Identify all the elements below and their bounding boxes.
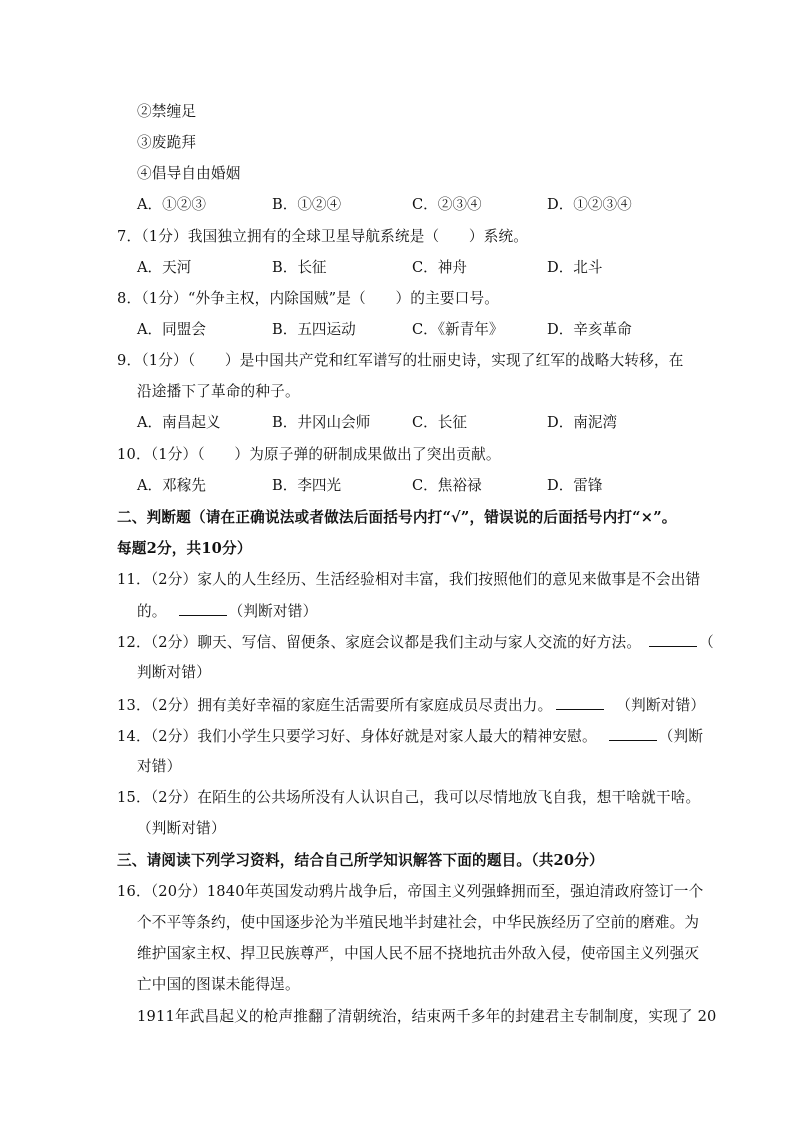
option-a: A．南昌起义 bbox=[137, 414, 221, 431]
section-heading-2: 二、判断题（请在正确说法或者做法后面括号内打“√”，错误说的后面括号内打“×”。 bbox=[117, 509, 677, 526]
question-12-text: 12．（2分）聊天、写信、留便条、家庭会议都是我们主动与家人交流的好方法。 bbox=[117, 634, 642, 651]
list-item: ②禁缠足 bbox=[137, 103, 197, 120]
option-c: C．神舟 bbox=[412, 259, 467, 276]
question-9-cont: 沿途播下了革命的种子。 bbox=[137, 383, 300, 400]
option-d: D．雷锋 bbox=[547, 477, 603, 494]
question-10: 10．（1分）（ ）为原子弹的研制成果做出了突出贡献。 bbox=[117, 446, 501, 463]
question-16: 16．（20分）1840年英国发动鸦片战争后，帝国主义列强蜂拥而至，强迫清政府签订一个 bbox=[117, 883, 704, 900]
answer-blank[interactable] bbox=[179, 601, 227, 616]
question-14-text: 14．（2分）我们小学生只要学习好、身体好就是对家人最大的精神安慰。 bbox=[117, 728, 597, 745]
judge-label: （判断对错） bbox=[616, 697, 706, 714]
question-14 bbox=[117, 726, 703, 747]
option-d: D．①②③④ bbox=[547, 196, 632, 213]
question-9: 9．（1分）（ ）是中国共产党和红军谱写的壮丽史诗，实现了红军的战略大转移，在 bbox=[117, 352, 684, 369]
question-11-cont bbox=[137, 601, 317, 622]
list-item: ③废跪拜 bbox=[137, 134, 197, 151]
answer-blank[interactable] bbox=[556, 695, 604, 710]
option-c: C．②③④ bbox=[412, 196, 482, 213]
option-b: B．五四运动 bbox=[272, 321, 356, 338]
judge-label: （判断对错） bbox=[228, 603, 318, 620]
question-14-cont: 对错） bbox=[137, 758, 182, 775]
option-b: B．井冈山会师 bbox=[272, 414, 371, 431]
question-16-cont: 亡中国的图谋未能得逞。 bbox=[137, 976, 300, 993]
question-16-paragraph-2: 1911年武昌起义的枪声推翻了清朝统治，结束两千多年的封建君主专制制度，实现了 20 bbox=[137, 1008, 717, 1025]
option-b: B．长征 bbox=[272, 259, 327, 276]
list-item: ④倡导自由婚姻 bbox=[137, 165, 241, 182]
question-13-text: 13．（2分）拥有美好幸福的家庭生活需要所有家庭成员尽责出力。 bbox=[117, 697, 553, 714]
option-d: D．北斗 bbox=[547, 259, 603, 276]
judge-label: （判断 bbox=[658, 728, 704, 745]
question-11-text: 的。 bbox=[137, 603, 167, 620]
section-heading-2-cont: 每题2分，共10分） bbox=[117, 540, 252, 557]
answer-blank[interactable] bbox=[609, 726, 657, 741]
option-b: B．①②④ bbox=[272, 196, 342, 213]
question-7: 7．（1分）我国独立拥有的全球卫星导航系统是（ ）系统。 bbox=[117, 228, 529, 245]
question-16-cont: 个不平等条约，使中国逐步沦为半殖民地半封建社会，中华民族经历了空前的磨难。为 bbox=[137, 914, 700, 931]
question-8: 8．（1分）“外争主权，内除国贼”是（ ）的主要口号。 bbox=[117, 290, 500, 307]
question-16-cont: 维护国家主权、捍卫民族尊严，中国人民不屈不挠地抗击外敌入侵，使帝国主义列强灭 bbox=[137, 945, 700, 962]
answer-blank[interactable] bbox=[649, 632, 697, 647]
question-15-cont: （判断对错） bbox=[137, 820, 226, 837]
option-c: C．焦裕禄 bbox=[412, 477, 482, 494]
question-12-cont: 判断对错） bbox=[137, 664, 211, 681]
option-c: C．《新青年》 bbox=[412, 321, 504, 338]
option-d: D．南泥湾 bbox=[547, 414, 618, 431]
option-a: A．邓稼先 bbox=[137, 477, 206, 494]
option-c: C．长征 bbox=[412, 414, 467, 431]
option-b: B．李四光 bbox=[272, 477, 342, 494]
section-heading-3: 三、请阅读下列学习资料，结合自己所学知识解答下面的题目。（共20分） bbox=[117, 852, 604, 869]
option-a: A．①②③ bbox=[137, 196, 206, 213]
option-a: A．天河 bbox=[137, 259, 192, 276]
question-15: 15．（2分）在陌生的公共场所没有人认识自己，我可以尽情地放飞自我，想干啥就干啥。 bbox=[117, 789, 701, 806]
option-a: A．同盟会 bbox=[137, 321, 206, 338]
option-d: D．辛亥革命 bbox=[547, 321, 632, 338]
judge-label: （ bbox=[699, 634, 714, 651]
question-11: 11．（2分）家人的人生经历、生活经验相对丰富，我们按照他们的意见来做事是不会出错 bbox=[117, 571, 701, 588]
question-13 bbox=[117, 695, 705, 716]
question-12 bbox=[117, 632, 714, 653]
